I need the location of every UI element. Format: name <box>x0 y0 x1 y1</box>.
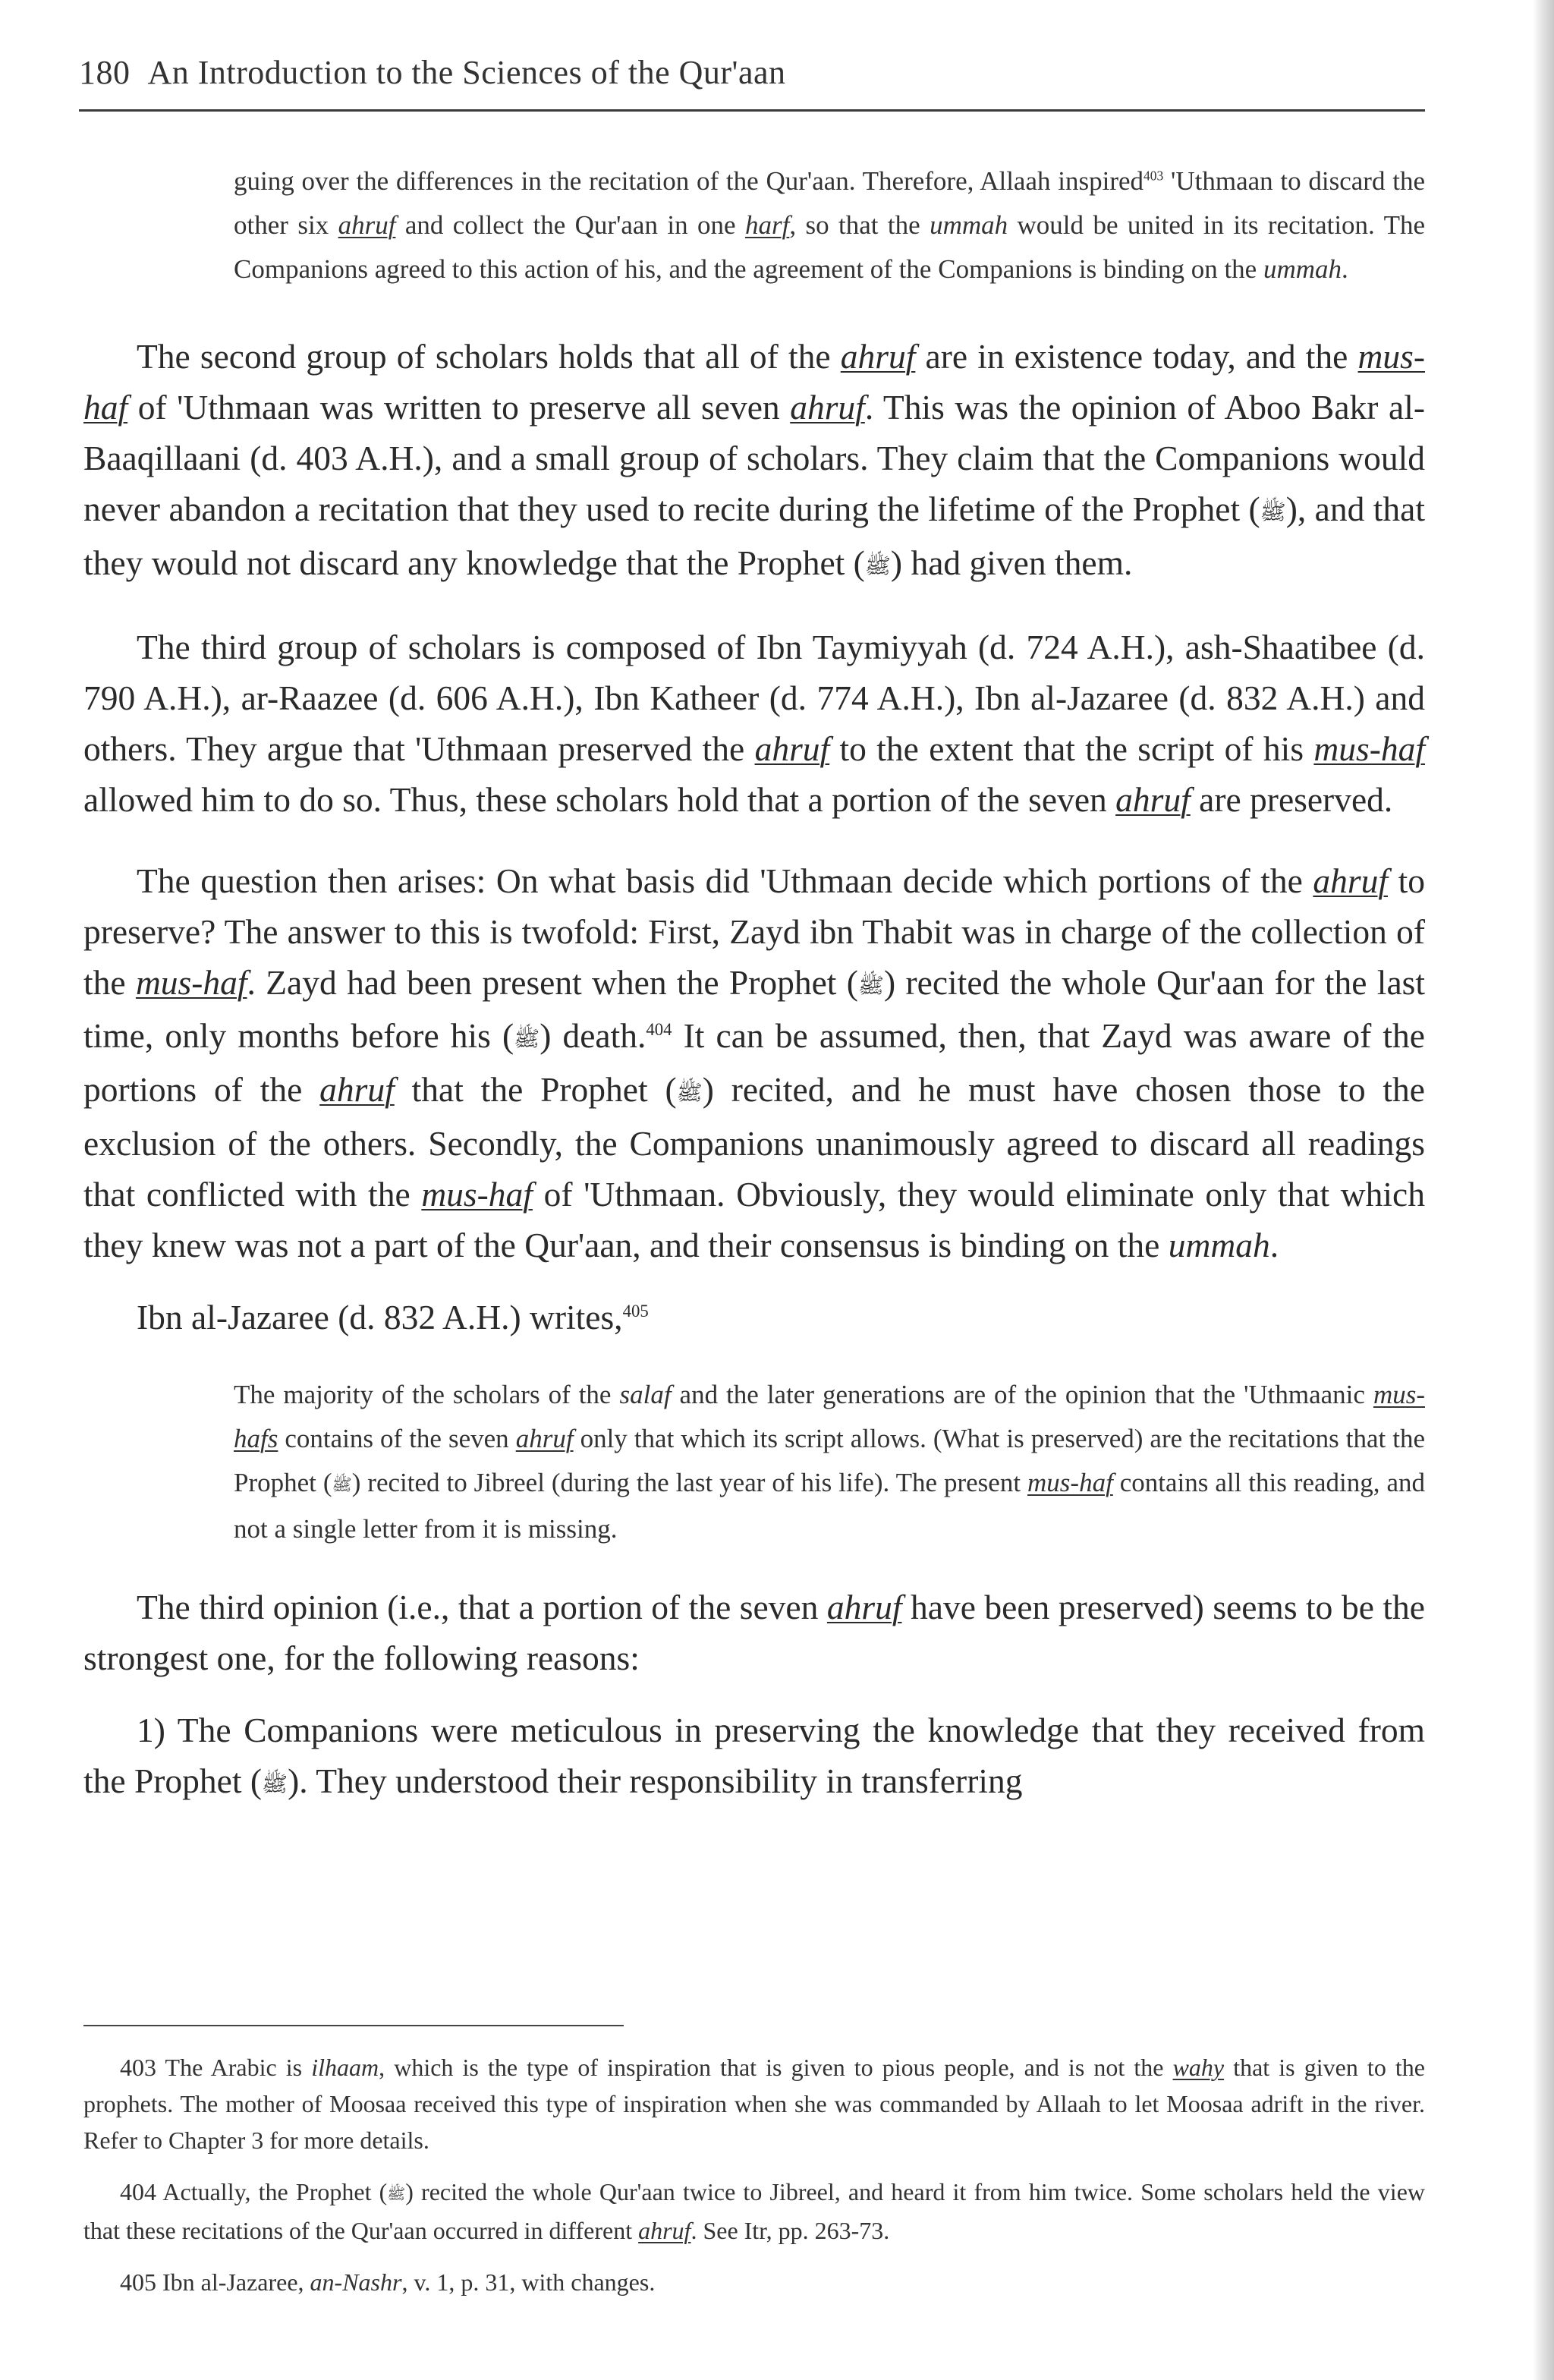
block-quote-text: guing over the differences in the recitation of the Qur'aan. Therefore, Allaah inspired$^{403}$ 'Uthmaan to discard the other six ahruf and collect the Qur'aan in one harf, so that the ummah would be united in its recitation. The Companions agreed to this action of his, and the agreement of the Companions is binding on the ummah. <box>234 166 1425 284</box>
salutation-glyph: ﷺ <box>857 972 884 998</box>
paragraph-second-group: The second group of scholars holds that all of the ahruf are in existence today, and the mus-haf of 'Uthmaan was written to preserve all seven ahruf. This was the opinion of Aboo Bakr al-Baaqillaani (d. 403 A.H.), and a small group of scholars. They claim that the Companions would never abandon a recitation that they used to recite during the lifetime of the Prophet (ﷺ), and that they would not discard any knowledge that the Prophet (ﷺ) had given them. <box>83 337 1426 582</box>
footnote-405: 405 Ibn al-Jazaree, an-Nashr, v. 1, p. 31, with changes. <box>120 2268 656 2297</box>
salutation-glyph: ﷺ <box>332 1475 352 1495</box>
block-quote-2 <box>234 1373 1425 1551</box>
paragraph-third-group: The third group of scholars is composed of Ibn Taymiyyah (d. 724 A.H.), ash-Shaatibee (d. 790 A.H.), ar-Raazee (d. 606 A.H.), Ibn Katheer (d. 774 A.H.), Ibn al-Jazaree (d. 832 A.H.) and others. They argue that 'Uthmaan preserved the ahruf to the extent that the script of his mus-haf allowed him to do so. Thus, these scholars hold that a portion of the seven ahruf are preserved. <box>83 627 1425 819</box>
footnote-403: 403 The Arabic is ilhaam, which is the type of inspiration that is given to pious people, and is not the wahy that is given to the prophets. The mother of Moosaa received this type of inspiration when she was commanded by Allaah to let Moosaa adrift in the river. Refer to Chapter 3 for more details. <box>83 2054 1426 2154</box>
salutation-glyph: ﷺ <box>676 1079 703 1105</box>
footnote-rule <box>83 2025 624 2026</box>
footnotes <box>83 2049 1425 2315</box>
block-quote-1 <box>234 159 1425 291</box>
running-header <box>79 53 1425 92</box>
paragraph-ibn-jazaree: Ibn al-Jazaree (d. 832 A.H.) writes,$^{405}$ <box>137 1297 649 1336</box>
paragraph-reason-1: 1) The Companions were meticulous in preserving the knowledge that they received from the Prophet (ﷺ). They understood their responsibility in transferring <box>83 1711 1425 1801</box>
header-rule <box>79 109 1425 112</box>
block-quote-text: The majority of the scholars of the salaf and the later generations are of the opinion that the 'Uthmaanic mus-hafs contains of the seven ahruf only that which its script allows. (What is preserved) are the recitations that the Prophet (ﷺ) recited to Jibreel (during the last year of his life). The present mus-haf contains all this reading, and not a single letter from it is missing. <box>234 1379 1425 1544</box>
footnote-ref-405: 405 <box>622 1301 649 1321</box>
footnote-ref-404: 404 <box>646 1020 672 1040</box>
footnote-ref-403: 403 <box>1143 168 1164 184</box>
salutation-glyph: ﷺ <box>1260 499 1286 524</box>
page-number: 180 <box>79 54 131 91</box>
page-edge-shadow <box>1533 0 1554 2380</box>
paragraph-question: The question then arises: On what basis did 'Uthmaan decide which portions of the ahruf to preserve? The answer to this is twofold: First, Zayd ibn Thabit was in charge of the collection of the mus-haf. Zayd had been present when the Prophet (ﷺ) recited the whole Qur'aan for the last time, only months before his (ﷺ) death.$^{404}$ It can be assumed, then, that Zayd was aware of the portions of the ahruf that the Prophet (ﷺ) recited, and he must have chosen those to the exclusion of the others. Secondly, the Companions unanimously agreed to discard all readings that conflicted with the mus-haf of 'Uthmaan. Obviously, they would eliminate only that which they knew was not a part of the Qur'aan, and their consensus is binding on the ummah. <box>83 861 1425 1264</box>
salutation-glyph: ﷺ <box>262 1771 288 1796</box>
footnote-404: 404 Actually, the Prophet (ﷺ) recited the whole Qur'aan twice to Jibreel, and heard it from him twice. Some scholars held the view that these recitations of the Qur'aan occurred in different ahruf. See Itr, pp. 263-73. <box>83 2178 1426 2245</box>
salutation-glyph: ﷺ <box>387 2185 406 2203</box>
salutation-glyph: ﷺ <box>514 1026 540 1051</box>
running-title: An Introduction to the Sciences of the Qur'aan <box>147 54 786 91</box>
salutation-glyph: ﷺ <box>864 552 891 578</box>
main-text <box>83 159 1425 1809</box>
paragraph-third-opinion: The third opinion (i.e., that a portion of the seven ahruf have been preserved) seems to be the strongest one, for the following reasons: <box>83 1588 1425 1678</box>
